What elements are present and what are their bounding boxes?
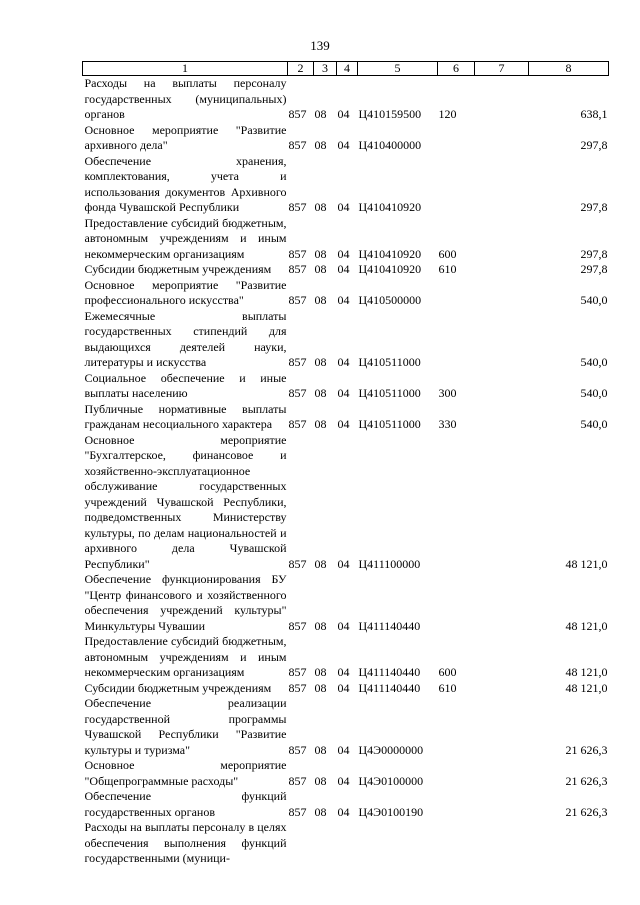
expense-type-code: [438, 758, 475, 789]
amount: 540,0: [580, 355, 608, 369]
target-article-code: Ц410410920: [358, 262, 422, 276]
column-header: 6: [438, 62, 475, 76]
column-7-cell: [475, 402, 529, 433]
column-7-cell: [475, 696, 529, 758]
subsection-code: [337, 820, 358, 867]
target-article-code: Ц410410920: [358, 200, 422, 214]
ministry-code: 857: [288, 665, 307, 679]
expense-type-code: 610: [438, 262, 457, 276]
expense-name: Обеспечение функционирования БУ "Центр финансового и хозяйственного обеспечения учреждений культуры" Минкультуры Чувашии: [84, 572, 287, 633]
target-article-code: Ц411140440: [358, 665, 421, 679]
section-code: 08: [314, 773, 327, 788]
table-row: [83, 262, 609, 278]
table-row: [83, 402, 609, 433]
column-7-cell: [475, 278, 529, 309]
amount: 540,0: [580, 386, 608, 400]
expense-name: Публичные нормативные выплаты гражданам несоциального характера: [84, 401, 287, 431]
expense-type-code: [438, 154, 475, 216]
expense-type-code: [438, 433, 475, 573]
expense-type-code: [438, 309, 475, 371]
expense-type-code: 300: [438, 386, 457, 400]
subsection-code: 04: [337, 773, 350, 788]
column-7-cell: [475, 681, 529, 697]
amount: 297,8: [580, 246, 608, 261]
expense-name: Обеспечение хранения, комплектования, учета и использования документов Архивного фонда Чувашской Республики: [84, 153, 287, 214]
table-row: [83, 278, 609, 309]
target-article-code: [358, 820, 438, 867]
expense-type-code: [438, 696, 475, 758]
target-article-code: Ц410410920: [358, 246, 422, 261]
ministry-code: 857: [288, 138, 307, 152]
page-number: 139: [310, 38, 330, 53]
expense-name: Основное мероприятие "Развитие профессионального искусства": [84, 277, 287, 307]
ministry-code: 857: [288, 246, 307, 261]
target-article-code: Ц411100000: [358, 556, 421, 571]
expense-type-code: [438, 789, 475, 820]
amount: 297,8: [580, 262, 608, 276]
amount: [529, 820, 609, 867]
column-7-cell: [475, 216, 529, 263]
column-7-cell: [475, 262, 529, 278]
column-header: 3: [314, 62, 337, 76]
table-row: [83, 216, 609, 263]
subsection-code: 04: [337, 665, 350, 679]
ministry-code: 857: [288, 262, 307, 276]
amount: 540,0: [580, 417, 608, 431]
expense-name: Расходы на выплаты персоналу в целях обеспечения выполнения функций государственными (муници-: [84, 820, 287, 865]
section-code: 08: [314, 355, 327, 369]
expense-name: Ежемесячные выплаты государственных стипендий для выдающихся деятелей науки, литературы и искусства: [84, 308, 287, 369]
amount: 21 626,3: [565, 773, 608, 788]
ministry-code: 857: [288, 742, 307, 757]
table-header-row: [83, 62, 609, 76]
expense-type-code: [438, 572, 475, 634]
amount: 21 626,3: [565, 804, 608, 819]
amount: 48 121,0: [565, 556, 608, 571]
expense-name: Субсидии бюджетным учреждениям: [84, 680, 272, 695]
section-code: 08: [314, 618, 327, 633]
ministry-code: 857: [288, 556, 307, 571]
expense-type-code: [438, 278, 475, 309]
table-row: [83, 371, 609, 402]
subsection-code: 04: [337, 742, 350, 757]
subsection-code: 04: [337, 262, 350, 276]
expense-name: Субсидии бюджетным учреждениям: [84, 262, 272, 276]
target-article-code: Ц410511000: [358, 417, 421, 431]
section-code: 08: [314, 293, 327, 307]
section-code: 08: [314, 556, 327, 571]
ministry-code: 857: [288, 107, 307, 121]
expense-name: Обеспечение функций государственных органов: [84, 789, 287, 819]
subsection-code: 04: [337, 804, 350, 819]
expense-type-code: 600: [438, 665, 457, 679]
column-header: 8: [529, 62, 609, 76]
expense-name: Предоставление субсидий бюджетным, автономным учреждениям и иным некоммерческим организациям: [84, 215, 287, 261]
table-row: [83, 433, 609, 573]
column-7-cell: [475, 789, 529, 820]
amount: 297,8: [580, 138, 608, 152]
expense-name: Обеспечение реализации государственной программы Чувашской Республики "Развитие культуры и туризма": [84, 696, 287, 757]
expense-name: Основное мероприятие "Общепрограммные расходы": [84, 758, 287, 788]
expense-name: Предоставление субсидий бюджетным, автономным учреждениям и иным некоммерческим организациям: [84, 634, 287, 679]
section-code: 08: [314, 665, 327, 679]
expense-name: Основное мероприятие "Бухгалтерское, финансовое и хозяйственно-эксплуатационное обслуживание государственных учреждений Чувашской Республики, подведомственных Министерству культуры, по делам национальностей и архивного дела Чувашской Республики": [84, 432, 287, 571]
section-code: 08: [314, 417, 327, 431]
amount: 48 121,0: [565, 665, 608, 679]
target-article-code: Ц411140440: [358, 618, 421, 633]
subsection-code: 04: [337, 355, 350, 369]
ministry-code: 857: [288, 773, 307, 788]
amount: 638,1: [580, 107, 608, 121]
expense-type-code: 610: [438, 680, 457, 695]
subsection-code: 04: [337, 618, 350, 633]
subsection-code: 04: [337, 556, 350, 571]
table-row: [83, 572, 609, 634]
column-7-cell: [475, 76, 529, 123]
column-7-cell: [475, 123, 529, 154]
subsection-code: 04: [337, 200, 350, 214]
target-article-code: Ц411140440: [358, 680, 421, 695]
subsection-code: 04: [337, 680, 350, 695]
table-body: [83, 76, 609, 867]
expense-type-code: [438, 820, 475, 867]
ministry-code: 857: [288, 386, 307, 400]
column-7-cell: [475, 572, 529, 634]
target-article-code: Ц410511000: [358, 355, 421, 369]
target-article-code: Ц4Э0000000: [358, 742, 424, 757]
table-row: [83, 123, 609, 154]
amount: 540,0: [580, 293, 608, 307]
table-row: [83, 309, 609, 371]
ministry-code: 857: [288, 680, 307, 695]
subsection-code: 04: [337, 293, 350, 307]
section-code: 08: [314, 200, 327, 214]
ministry-code: 857: [288, 618, 307, 633]
ministry-code: 857: [288, 293, 307, 307]
expense-name: Социальное обеспечение и иные выплаты населению: [84, 370, 287, 400]
table-row: [83, 789, 609, 820]
column-7-cell: [475, 309, 529, 371]
table-row: [83, 758, 609, 789]
subsection-code: 04: [337, 138, 350, 152]
amount: 21 626,3: [565, 742, 608, 757]
expense-name: Расходы на выплаты персоналу государственных (муниципальных) органов: [84, 76, 287, 121]
ministry-code: [288, 820, 314, 867]
amount: 48 121,0: [565, 680, 608, 695]
column-header: 2: [288, 62, 314, 76]
section-code: 08: [314, 680, 327, 695]
table-row: [83, 76, 609, 123]
column-header: 7: [475, 62, 529, 76]
table-row: [83, 820, 609, 867]
column-7-cell: [475, 154, 529, 216]
ministry-code: 857: [288, 804, 307, 819]
table-row: [83, 634, 609, 681]
subsection-code: 04: [337, 107, 350, 121]
target-article-code: Ц410400000: [358, 138, 422, 152]
subsection-code: 04: [337, 386, 350, 400]
table-row: [83, 681, 609, 697]
table-row: [83, 154, 609, 216]
column-header: 1: [83, 62, 288, 76]
table-row: [83, 696, 609, 758]
expense-type-code: 330: [438, 417, 457, 431]
target-article-code: Ц410159500: [358, 107, 422, 121]
subsection-code: 04: [337, 417, 350, 431]
section-code: 08: [314, 804, 327, 819]
column-7-cell: [475, 758, 529, 789]
column-header: 4: [337, 62, 358, 76]
amount: 48 121,0: [565, 618, 608, 633]
amount: 297,8: [580, 200, 608, 214]
column-7-cell: [475, 820, 529, 867]
section-code: [314, 820, 337, 867]
subsection-code: 04: [337, 246, 350, 261]
column-7-cell: [475, 433, 529, 573]
ministry-code: 857: [288, 200, 307, 214]
column-7-cell: [475, 371, 529, 402]
section-code: 08: [314, 742, 327, 757]
section-code: 08: [314, 138, 327, 152]
expense-type-code: 600: [438, 246, 457, 261]
ministry-code: 857: [288, 417, 307, 431]
ministry-code: 857: [288, 355, 307, 369]
target-article-code: Ц410500000: [358, 293, 422, 307]
expense-type-code: [438, 123, 475, 154]
expense-name: Основное мероприятие "Развитие архивного дела": [84, 122, 287, 152]
budget-table: [82, 61, 609, 867]
section-code: 08: [314, 246, 327, 261]
section-code: 08: [314, 262, 327, 276]
section-code: 08: [314, 386, 327, 400]
column-7-cell: [475, 634, 529, 681]
target-article-code: Ц4Э0100190: [358, 804, 424, 819]
section-code: 08: [314, 107, 327, 121]
column-header: 5: [358, 62, 438, 76]
expense-type-code: 120: [438, 107, 457, 121]
target-article-code: Ц4Э0100000: [358, 773, 424, 788]
target-article-code: Ц410511000: [358, 386, 421, 400]
